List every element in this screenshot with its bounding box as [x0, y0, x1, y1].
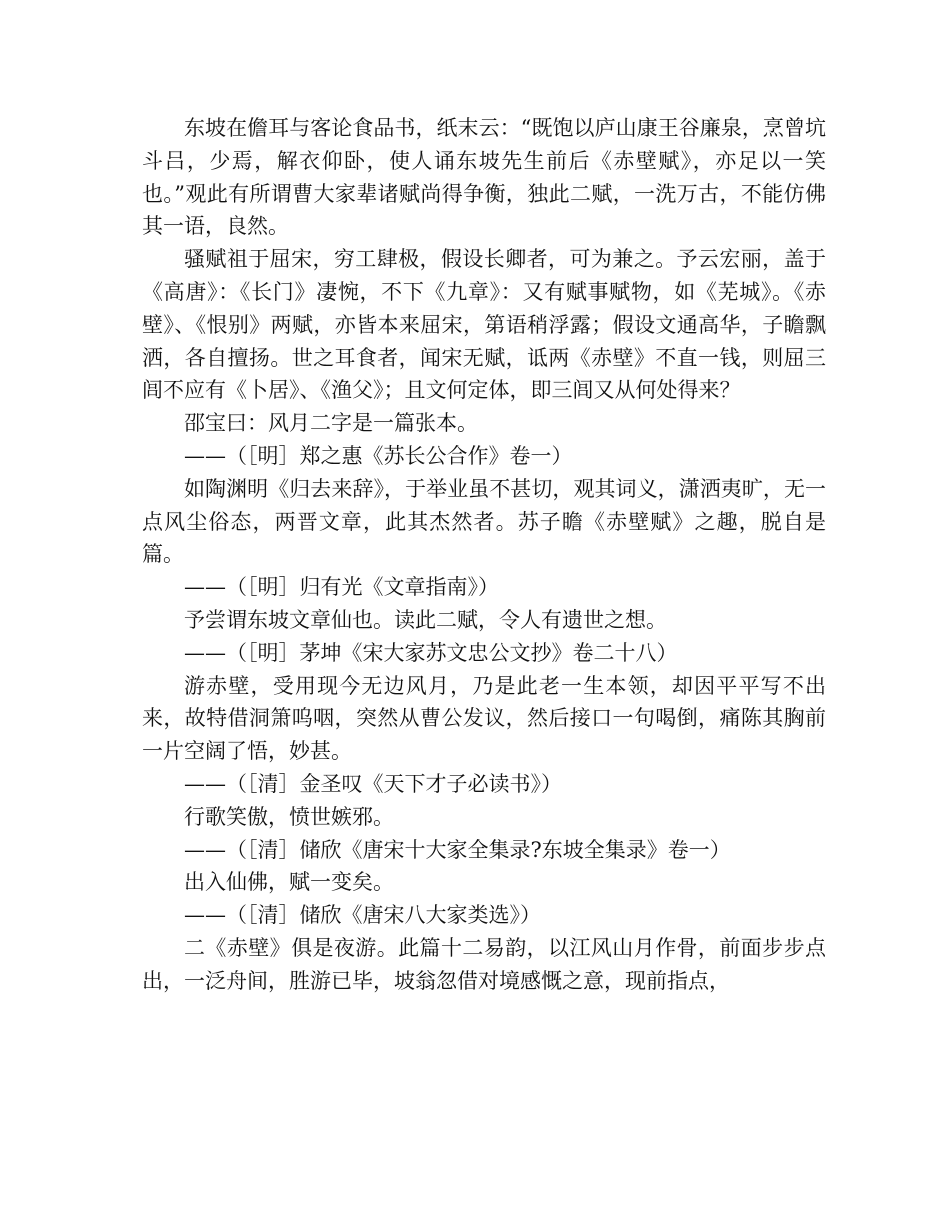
source-citation: ——（［清］金圣叹《天下才子必读书》） [184, 771, 562, 796]
document-body [142, 112, 826, 998]
paragraph: 行歌笑傲，愤世嫉邪。 [184, 804, 394, 829]
paragraph: 东坡在儋耳与客论食品书，纸末云：“既饱以庐山康王谷廉泉，烹曾坑斗吕，少焉，解衣仰卧，使人诵东坡先生前后《赤壁赋》，亦足以一笑也。”观此有所谓曹大家辈诸赋尚得争衡，独此二赋，一洗万古，不能仿佛其一语，良然。 [142, 116, 826, 239]
paragraph: 二《赤壁》俱是夜游。此篇十二易韵，以江风山月作骨，前面步步点出，一泛舟间，胜游已毕，坡翁忽借对境感慨之意，现前指点， [142, 935, 826, 993]
paragraph: 予尝谓东坡文章仙也。读此二赋，令人有遗世之想。 [184, 607, 667, 632]
source-citation: ——（［明］归有光《文章指南》） [184, 575, 499, 600]
paragraph: 骚赋祖于屈宋，穷工肆极，假设长卿者，可为兼之。予云宏丽，盖于《高唐》：《长门》凄惋，不下《九章》：又有赋事赋物，如《芜城》。《赤壁》、《恨别》两赋，亦皆本来屈宋，第语稍浮露；假设文通高华，子瞻飘洒，各自擅扬。世之耳食者，闻宋无赋，诋两《赤壁》不直一钱，则屈三闾不应有《卜居》、《渔父》；且文何定体，即三闾又从何处得来？ [142, 247, 826, 403]
paragraph: 游赤壁，受用现今无边风月，乃是此老一生本领，却因平平写不出来，故特借洞箫呜咽，突然从曹公发议，然后接口一句喝倒，痛陈其胸前一片空阔了悟，妙甚。 [142, 673, 826, 764]
paragraph: 邵宝曰：风月二字是一篇张本。 [184, 411, 478, 436]
paragraph: 如陶渊明《归去来辞》，于举业虽不甚切，观其词义，潇洒夷旷，无一点风尘俗态，两晋文章，此其杰然者。苏子瞻《赤壁赋》之趣，脱自是篇。 [142, 476, 826, 567]
source-citation: ——（［明］茅坤《宋大家苏文忠公文抄》卷二十八） [184, 640, 678, 665]
paragraph: 出入仙佛，赋一变矣。 [184, 870, 394, 895]
source-citation: ——（［明］郑之惠《苏长公合作》卷一） [184, 443, 573, 468]
source-citation: ——（［清］储欣《唐宋十大家全集录?东坡全集录》卷一） [184, 837, 731, 862]
source-citation: ——（［清］储欣《唐宋八大家类选》） [184, 903, 541, 928]
